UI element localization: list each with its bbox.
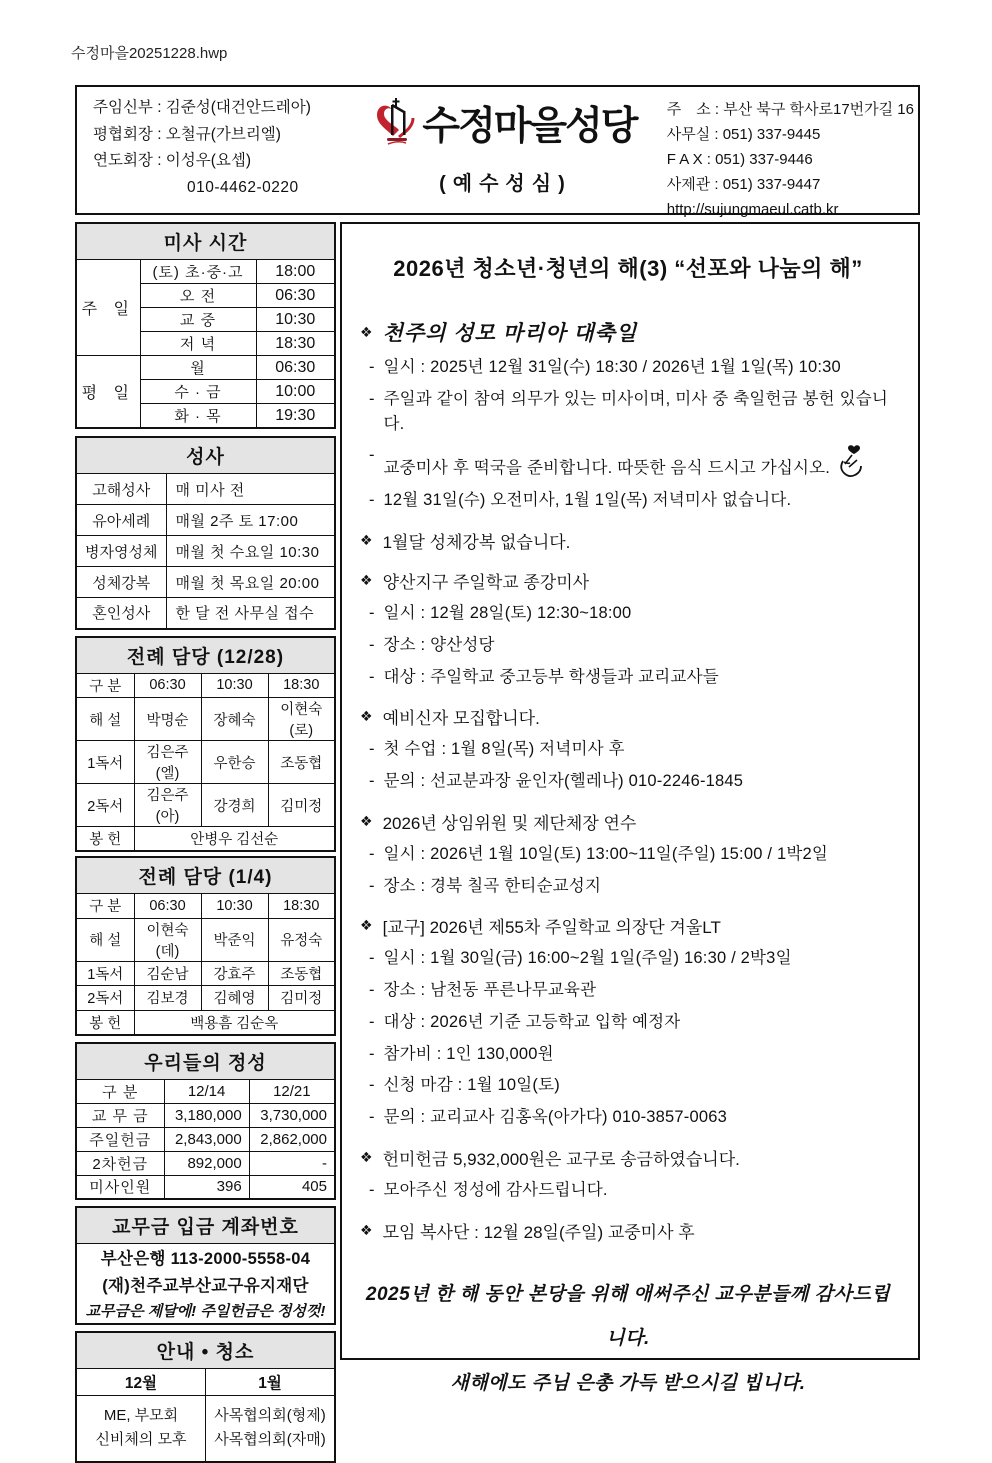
liturgy-cell: 봉 헌 [76,827,134,852]
donations-amount: 3,180,000 [164,1103,249,1127]
dash-marker: - [369,633,375,658]
weekday-group-label: 평 일 [76,356,140,429]
cleaning-dec-cell [76,1395,206,1462]
liturgy-cell: 06:30 [134,673,201,698]
notices-panel [340,222,920,1360]
donations-amount: - [249,1151,335,1175]
diamond-bullet-icon: ❖ [360,324,373,341]
liturgy-cell: 18:30 [268,894,335,919]
liturgy-cell: 강효주 [201,961,268,986]
dash-marker: - [369,387,375,437]
mass-time-cell: 10:30 [256,308,335,332]
donations-amount: 396 [164,1175,249,1199]
liturgy-cell: 김은주(엘) [134,741,201,784]
liturgy-cell: 조동협 [268,741,335,784]
donations-amount: 2,862,000 [249,1127,335,1151]
liturgy-cell: 장혜숙 [201,698,268,741]
church-subname: (예수성심) [352,167,659,196]
notice-line: 장소 : 양산성당 [384,633,495,658]
dash-marker: - [369,1105,375,1130]
notice-line: 일시 : 2026년 1월 10일(토) 13:00~11일(주일) 15:00 / 1박2일 [384,842,828,867]
diamond-bullet-icon: ❖ [360,572,373,589]
sidebar [75,222,336,1463]
liturgy-cell: 김혜영 [201,986,268,1011]
dash-marker: - [369,665,375,690]
sunday-group-label: 주 일 [76,260,140,356]
cleaning-title: 안내 • 청소 [76,1332,335,1369]
donations-amount: 2,843,000 [164,1127,249,1151]
sacrament-label: 성체강복 [76,567,166,598]
liturgy-cell: 10:30 [201,894,268,919]
liturgy-cell: 박명순 [134,698,201,741]
cleaning-group: 사목협의회(형제) [206,1404,334,1428]
yeondo-president-line: 연도회장 : 이성우(요셉) [93,153,352,169]
sacrament-value: 매월 2주 토 17:00 [166,505,335,536]
section-heading: 헌미헌금 5,932,000원은 교구로 송금하였습니다. [383,1145,740,1170]
liturgy-table-1228 [75,636,336,853]
liturgy-table-0104 [75,856,336,1036]
dash-marker: - [369,1010,375,1035]
liturgy-cell: 봉 헌 [76,1010,134,1035]
donations-cell: 12/14 [164,1079,249,1103]
mass-time-cell: 10:00 [256,380,335,404]
donations-cell: 12/21 [249,1079,335,1103]
notice-line: 문의 : 교리교사 김홍옥(아가다) 010-3857-0063 [384,1105,728,1130]
cleaning-group: 사목협의회(자매) [206,1428,334,1452]
donations-cell: 교 무 금 [76,1103,164,1127]
notice-line: 대상 : 주일학교 중고등부 학생들과 교리교사들 [384,665,719,690]
year-theme-title: 2026년 청소년·청년의 해(3) “선포와 나눔의 해” [358,252,898,283]
donations-cell: 구 분 [76,1079,164,1103]
dash-marker: - [369,842,375,867]
liturgy-cell: 구 분 [76,673,134,698]
donations-cell: 미사인원 [76,1175,164,1199]
liturgy-cell: 1독서 [76,961,134,986]
donations-title: 우리들의 정성 [76,1043,335,1080]
sacrament-label: 혼인성사 [76,598,166,629]
office-phone-line: 사무실 : 051) 337-9445 [667,122,914,147]
section-heading: 예비신자 모집합니다. [383,704,540,729]
liturgy-cell: 해 설 [76,918,134,961]
council-president-line: 평협회장 : 오철규(가브리엘) [93,127,352,143]
mass-times-table [75,222,336,429]
diamond-bullet-icon: ❖ [360,1149,373,1166]
notice-line [384,443,867,481]
cleaning-jan-cell [206,1395,336,1462]
diamond-bullet-icon: ❖ [360,813,373,830]
sacrament-label: 유아세례 [76,505,166,536]
bank-account-number: 부산은행 113-2000-5558-04 [76,1244,335,1271]
liturgy-cell: 김미정 [268,784,335,827]
section-rice-offering [358,1145,898,1203]
liturgy-cell: 조동협 [268,961,335,986]
section-heading: 모임 복사단 : 12월 28일(주일) 교중미사 후 [383,1218,695,1243]
section-heading: 2026년 상임위원 및 제단체장 연수 [383,809,637,834]
dash-marker: - [369,978,375,1003]
donations-cell: 주일헌금 [76,1127,164,1151]
liturgy-cell: 김미정 [268,986,335,1011]
cleaning-group: ME, 부모회 [77,1404,205,1428]
dash-marker: - [369,1073,375,1098]
cleaning-month-header: 1월 [206,1368,336,1395]
diamond-bullet-icon: ❖ [360,532,373,549]
section-committee-training [358,809,898,899]
sacraments-table [75,436,336,630]
notice-line: 일시 : 12월 28일(토) 12:30~18:00 [384,601,632,626]
notice-line: 대상 : 2026년 기준 고등학교 입학 예정자 [384,1010,681,1035]
donations-amount: 405 [249,1175,335,1199]
notice-line: 첫 수업 : 1월 8일(목) 저녁미사 후 [384,737,625,762]
mass-times-title: 미사 시간 [76,223,335,260]
mass-time-cell: 18:00 [256,260,335,284]
dash-marker: - [369,874,375,899]
mass-time-cell: 06:30 [256,356,335,380]
dash-marker: - [369,443,375,481]
mass-name-cell: 화 · 목 [140,404,256,429]
notice-line: 장소 : 경북 칠곡 한티순교성지 [384,874,602,899]
liturgy-cell: 해 설 [76,698,134,741]
liturgy-cell: 18:30 [268,673,335,698]
closing-line: 2025년 한 해 동안 본당을 위해 애써주신 교우분들께 감사드립니다. [358,1273,898,1362]
dash-marker: - [369,1178,375,1203]
header-staff-info [77,87,352,213]
sacrament-value: 매월 첫 수요일 10:30 [166,536,335,567]
mass-name-cell: 교 중 [140,308,256,332]
liturgy-offering-cell: 안병우 김선순 [134,827,335,852]
sacrament-value: 매월 첫 목요일 20:00 [166,567,335,598]
account-note: 교무금은 제달에! 주일헌금은 정성껏! [76,1298,335,1324]
closing-message [358,1273,898,1407]
section-catechumen-recruit [358,704,898,794]
liturgy-cell: 김순남 [134,961,201,986]
dash-marker: - [369,601,375,626]
section-yangsan-mass [358,568,898,689]
donations-amount: 3,730,000 [249,1103,335,1127]
notice-line: 장소 : 남천동 푸른나무교육관 [384,978,597,1003]
mass-time-cell: 19:30 [256,404,335,429]
cleaning-group: 신비체의 모후 [77,1428,205,1452]
dash-marker: - [369,769,375,794]
account-table [75,1206,336,1325]
mass-name-cell: 월 [140,356,256,380]
liturgy-cell: 강경희 [201,784,268,827]
account-holder: (재)천주교부산교구유지재단 [76,1271,335,1298]
closing-line: 새해에도 주님 은총 가득 받으시길 빕니다. [358,1362,898,1407]
liturgy-offering-cell: 백용흠 김순옥 [134,1010,335,1035]
section-mary-feast [358,317,898,513]
mass-name-cell: (토) 초·중·고 [140,260,256,284]
sacraments-title: 성사 [76,437,335,474]
liturgy-cell: 10:30 [201,673,268,698]
liturgy-1228-title: 전례 담당 (12/28) [76,637,335,674]
diamond-bullet-icon: ❖ [360,708,373,725]
section-heading: 1월달 성체강복 없습니다. [383,528,571,553]
header-contact-info [659,87,918,213]
document-filename: 수정마을20251228.hwp [71,42,227,63]
diamond-bullet-icon: ❖ [360,917,373,934]
dash-marker: - [369,1042,375,1067]
mass-time-cell: 18:30 [256,332,335,356]
section-altar-servers-meeting [358,1218,898,1243]
cleaning-table [75,1331,336,1463]
notice-line: 모아주신 정성에 감사드립니다. [384,1178,608,1203]
dash-marker: - [369,737,375,762]
donations-amount: 892,000 [164,1151,249,1175]
account-title: 교무금 입금 계좌번호 [76,1207,335,1244]
section-no-benediction [358,528,898,553]
liturgy-cell: 1독서 [76,741,134,784]
cleaning-month-header: 12월 [76,1368,206,1395]
website-url: http://sujungmaeul.catb.kr [667,197,914,222]
liturgy-cell: 06:30 [134,894,201,919]
section-heading: [교구] 2026년 제55차 주일학교 의장단 겨울LT [383,913,721,938]
section-heading: 천주의 성모 마리아 대축일 [383,317,638,347]
rectory-phone-line: 사제관 : 051) 337-9447 [667,172,914,197]
dash-marker: - [369,946,375,971]
liturgy-cell: 2독서 [76,986,134,1011]
contact-phone: 010-4462-0220 [93,180,352,196]
notice-line: 12월 31일(수) 오전미사, 1월 1일(목) 저녁미사 없습니다. [384,488,792,513]
notice-line: 일시 : 2025년 12월 31일(수) 18:30 / 2026년 1월 1일(목) 10:30 [384,355,841,380]
notice-line: 문의 : 선교분과장 윤인자(헬레나) 010-2246-1845 [384,769,744,794]
notice-line: 참가비 : 1인 130,000원 [384,1042,554,1067]
dash-marker: - [369,355,375,380]
address-line: 주 소 : 부산 북구 학사로17번가길 16 [667,97,914,122]
header-logo-block [352,87,659,213]
liturgy-cell: 이현숙(로) [268,698,335,741]
notice-line-text: 교중미사 후 떡국을 준비합니다. 따뜻한 음식 드시고 가십시오. [384,459,831,477]
dash-marker: - [369,488,375,513]
notice-line: 일시 : 1월 30일(금) 16:00~2월 1일(주일) 16:30 / 2박3일 [384,946,792,971]
church-name: 수정마을성당 [422,95,636,151]
fax-line: F A X : 051) 337-9446 [667,147,914,172]
liturgy-cell: 2독서 [76,784,134,827]
church-heart-logo-icon [374,97,420,149]
section-heading: 양산지구 주일학교 종강미사 [383,568,590,593]
liturgy-0104-title: 전례 담당 (1/4) [76,857,335,894]
mass-name-cell: 저 녁 [140,332,256,356]
liturgy-cell: 김은주(아) [134,784,201,827]
pastor-line: 주임신부 : 김준성(대건안드레아) [93,100,352,116]
section-winter-lt [358,913,898,1130]
diamond-bullet-icon: ❖ [360,1222,373,1239]
mass-time-cell: 06:30 [256,284,335,308]
liturgy-cell: 이현숙(데) [134,918,201,961]
sacrament-value: 한 달 전 사무실 접수 [166,598,335,629]
donations-table [75,1042,336,1201]
sacrament-value: 매 미사 전 [166,474,335,505]
finger-heart-icon [836,443,866,481]
notice-line: 주일과 같이 참여 의무가 있는 미사이며, 미사 중 축일헌금 봉헌 있습니다. [384,387,899,437]
sacrament-label: 병자영성체 [76,536,166,567]
liturgy-cell: 김보경 [134,986,201,1011]
donations-cell: 2차헌금 [76,1151,164,1175]
bulletin-header [75,85,920,215]
mass-name-cell: 오 전 [140,284,256,308]
liturgy-cell: 우한승 [201,741,268,784]
liturgy-cell: 유정숙 [268,918,335,961]
mass-name-cell: 수 · 금 [140,380,256,404]
liturgy-cell: 구 분 [76,894,134,919]
notice-line: 신청 마감 : 1월 10일(토) [384,1073,560,1098]
liturgy-cell: 박준익 [201,918,268,961]
sacrament-label: 고해성사 [76,474,166,505]
